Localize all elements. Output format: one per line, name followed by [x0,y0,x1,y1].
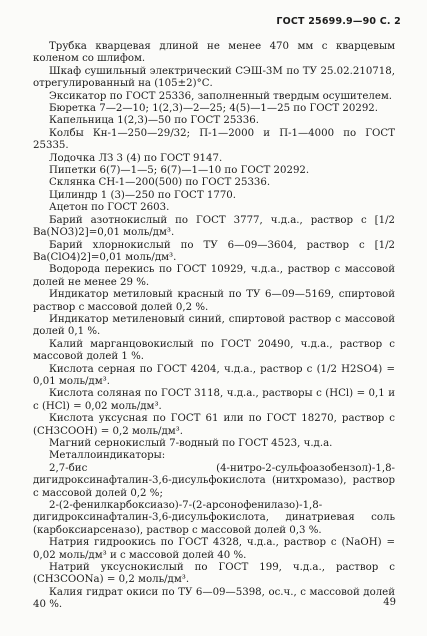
paragraph: Индикатор метиловый красный по ТУ 6—09—5169, спиртовой раствор с массовой долей 0,2 %. [33,289,395,313]
paragraph: Склянка СН-1—200(500) по ГОСТ 25336. [49,177,271,189]
paragraph: Кислота уксусная по ГОСТ 61 или по ГОСТ 18270, раствор c (CH3COOH) = 0,2 моль/дм³. [33,413,395,437]
paragraph: Калий марганцовокислый по ГОСТ 20490, ч.д.а., раствор с массовой долей 1 %. [33,338,395,363]
paragraph: 2,7-бис (4-нитро-2-сульфоазобензол)-1,8-дигидроксинафталин-3,6-дисульфокислота (нитхромазо), раствор с массовой долей 0,2 %; [33,462,395,499]
paragraph: Металлоиндикаторы: [49,450,166,462]
paragraph: Колбы Кн-1—250—29/32; П-1—2000 и П-1—4000 по ГОСТ 25335. [33,127,395,152]
paragraph: Барий хлорнокислый по ТУ 6—09—3604, раствор c [1/2 Ba(ClO4)2]=0,01 моль/дм³. [33,239,395,263]
paragraph: Калия гидрат окиси по ТУ 6—09—5398, ос.ч., с массовой долей 40 %. [33,586,395,611]
paragraph: Натрия гидроокись по ГОСТ 4328, ч.д.а., раствор c (NaOH) = 0,02 моль/дм³ и с массовой долей 40 %. [33,537,395,561]
paragraph: Кислота соляная по ГОСТ 3118, ч.д.а., растворы c (HCl) = 0,1 и c (HCl) = 0,02 моль/дм³. [33,388,395,412]
paragraph: Магний сернокислый 7-водный по ГОСТ 4523, ч.д.а. [49,438,333,449]
paragraph: Лодочка ЛЗ 3 (4) по ГОСТ 9147. [49,152,223,164]
document-body [33,41,395,612]
paragraph: Эксикатор по ГОСТ 25336, заполненный твердым осушителем. [49,90,393,102]
paragraph: Барий азотнокислый по ГОСТ 3777, ч.д.а., раствор c [1/2 Ba(NO3)2]=0,01 моль/дм³. [33,214,395,239]
paragraph: Шкаф сушильный электрический СЭШ-3М по ТУ 25.02.210718, отрегулированный на (105±2)°С. [33,65,395,90]
paragraph: Цилиндр 1 (3)—250 по ГОСТ 1770. [49,189,237,201]
paragraph: Трубка кварцевая длиной не менее 470 мм с кварцевым коленом со шлифом. [33,41,395,65]
paragraph: Индикатор метиленовый синий, спиртовой раствор с массовой долей 0,1 %. [33,313,395,338]
paragraph: Ацетон по ГОСТ 2603. [49,202,170,214]
paragraph: Водорода перекись по ГОСТ 10929, ч.д.а., раствор с массовой долей не менее 29 %. [33,264,395,288]
paragraph: Пипетки 6(7)—1—5; 6(7)—1—10 по ГОСТ 20292. [49,165,310,177]
paragraph: 2-(2-фенилкарбоксиазо)-7-(2-арсонофенилазо)-1,8-дигидроксинафталин-3,6-дисульфокислота, динатриевая соль (карбоксиарсеназо), раствор с массовой долей 0,3 %. [33,500,395,536]
paragraph: Капельница 1(2,3)—50 по ГОСТ 25336. [49,115,259,127]
page-header: ГОСТ 25699.9—90 С. 2 [276,16,401,27]
paragraph: Натрий уксуснокислый по ГОСТ 199, ч.д.а., раствор c (CH3COONa) = 0,2 моль/дм³. [33,562,395,586]
page-number: 49 [383,597,396,608]
paragraph: Бюретка 7—2—10; 1(2,3)—2—25; 4(5)—1—25 по ГОСТ 20292. [49,103,379,115]
paragraph: Кислота серная по ГОСТ 4204, ч.д.а., раствор c (1/2 H2SO4) = 0,01 моль/дм³. [33,363,395,387]
